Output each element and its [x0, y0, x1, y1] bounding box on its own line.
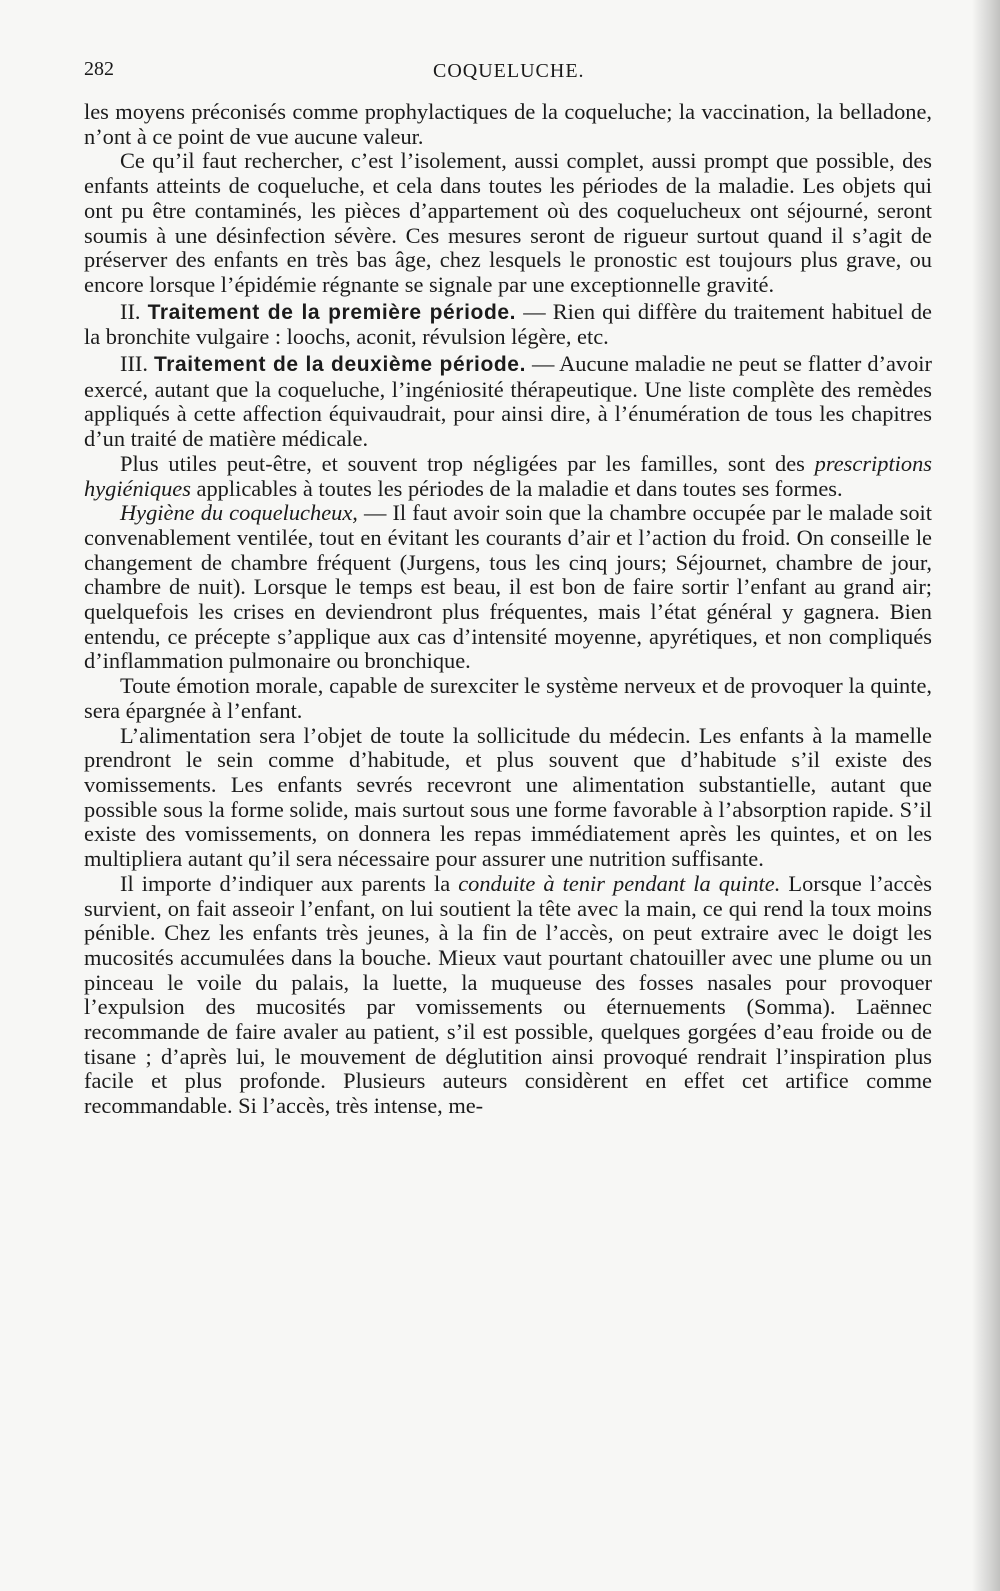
section-text: — Rien qui diffère du traitement habituel de la bronchite vulgaire : loochs, aconit, révulsion légère, etc.	[84, 298, 932, 350]
section-heading: Traitement de la deuxième période.	[153, 353, 527, 377]
italic-term: conduite à tenir pendant la quinte.	[458, 870, 781, 896]
italic-subheading: Hygiène du coquelucheux,	[120, 500, 358, 526]
page-header	[84, 58, 954, 86]
paragraph	[84, 501, 932, 674]
page-number: 282	[84, 58, 114, 80]
section-paragraph	[84, 300, 932, 350]
section-heading: Traitement de la première période.	[147, 300, 517, 324]
text-run: applicables à toutes les périodes de la maladie et dans toutes ses formes.	[190, 475, 843, 501]
text-run: Plus utiles peut-être, et souvent trop négligées par les familles, sont des	[120, 450, 815, 476]
paragraph: L’alimentation sera l’objet de toute la sollicitude du médecin. Les enfants à la mamelle prendront le sein comme d’habitude, et plus souvent que d’habitude s’il existe des vomissements. Les enfants sevrés recevront une alimentation substantielle, autant que possible sous la forme solide, mais surtout sous une forme favorable à l’absorption rapide. S’il existe des vomissements, on donnera les repas immédiatement après les quintes, et on les multipliera autant qu’il sera nécessaire pour assurer une nutrition suffisante.	[84, 722, 932, 872]
section-text: — Aucune maladie ne peut se flatter d’avoir exercé, autant que la coqueluche, l’ingéniosité thérapeutique. Une liste complète des remèdes appliqués à cette affection équivaudrait, pour ainsi dire, à l’énumération de tous les chapitres d’un traité de matière médicale.	[84, 351, 932, 452]
section-paragraph	[84, 352, 932, 452]
text-run: Il importe d’indiquer aux parents la	[120, 870, 459, 896]
body-text	[84, 100, 932, 1119]
text-run: Lorsque l’accès survient, on fait asseoir l’enfant, on lui soutient la tête avec la main, ce qui rend la toux moins pénible. Chez les enfants très jeunes, à la fin de l’accès, on peut extraire avec le doigt les mucosités accumulées dans la bouche. Mieux vaut pourtant chatouiller avec une plume ou un pinceau le voile du palais, la luette, la muqueuse des fosses nasales pour provoquer l’expulsion des mucosités par vomissements ou éternuements (Somma). Laënnec recommande de faire avaler au patient, s’il est possible, quelques gorgées d’eau froide ou de tisane ; d’après lui, le mouvement de déglutition ainsi provoqué rendrait l’inspiration plus facile et plus profonde. Plusieurs auteurs considèrent en effet cet artifice comme recommandable. Si l’accès, très intense, me-	[84, 870, 933, 1119]
section-number: II.	[120, 298, 141, 324]
paragraph	[84, 872, 932, 1119]
paragraph	[84, 452, 932, 501]
paragraph: Ce qu’il faut rechercher, c’est l’isolement, aussi complet, aussi prompt que possible, des enfants atteints de coqueluche, et cela dans toutes les périodes de la maladie. Les objets qui ont pu être contaminés, les pièces d’appartement où des coquelucheux ont séjourné, seront soumis à une désinfection sévère. Ces mesures seront de rigueur surtout quand il s’agit de préserver des enfants en très bas âge, chez lesquels le pronostic est toujours plus grave, ou encore lorsque l’épidémie régnante se signale par une exceptionnelle gravité.	[84, 148, 932, 297]
running-title: COQUELUCHE.	[433, 60, 585, 82]
paragraph: Toute émotion morale, capable de surexciter le système nerveux et de provoquer la quinte, sera épargnée à l’enfant.	[84, 673, 932, 723]
section-number: III.	[120, 351, 148, 377]
page-edge-shadow	[972, 0, 1000, 1591]
italic-term: prescriptions hygiéniques	[84, 450, 932, 501]
paragraph: les moyens préconisés comme prophylactiques de la coqueluche; la vaccination, la belladone, n’ont à ce point de vue aucune valeur.	[84, 99, 932, 149]
text-run: — Il faut avoir soin que la chambre occupée par le malade soit convenablement ventilée, tout en évitant les courants d’air et l’action du froid. On conseille le changement de chambre fréquent (Jurgens, tous les cinq jours; Séjournet, chambre de jour, chambre de nuit). Lorsque le temps est beau, il est bon de faire sortir l’enfant au grand air; quelquefois les crises en deviendront plus fréquentes, mais l’état général y gagnera. Bien entendu, ce précepte s’applique aux cas d’intensité moyenne, apyrétiques, et non compliqués d’inflammation pulmonaire ou bronchique.	[84, 500, 932, 674]
